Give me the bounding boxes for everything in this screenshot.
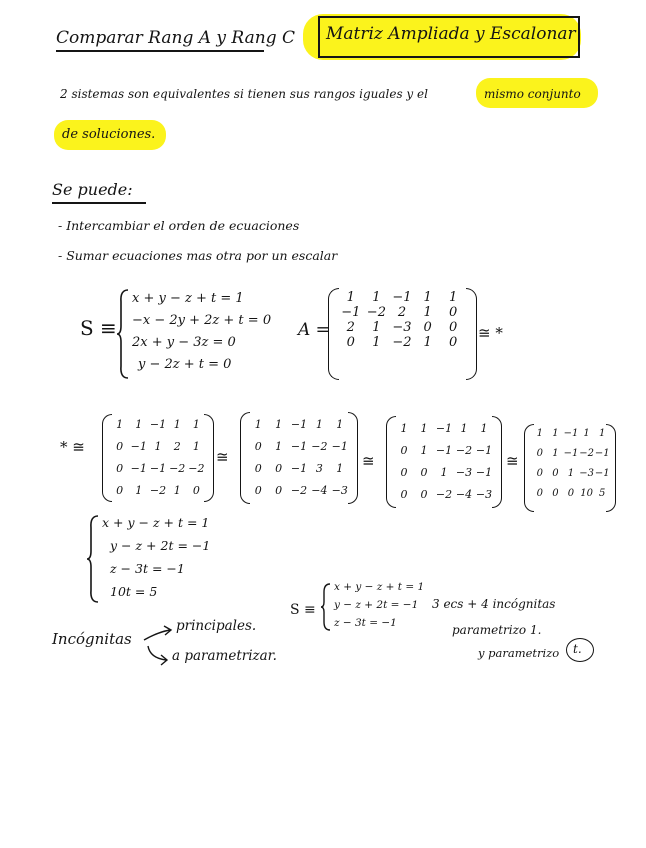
operations-heading-underline [52,202,146,204]
reduction-matrix-3-cell-r1-c3: −1 [435,422,453,435]
matrix-a-cell-r3-c1: 2 [346,320,355,335]
left-title: Comparar Rang A y Rang C [56,28,295,48]
reduction-lead: * ≅ [60,438,85,456]
unknowns-label: Incógnitas [52,630,132,648]
reduction-matrix-2-cell-r3-c5: 1 [336,462,344,475]
reduction-matrix-2-cell-r2-c2: 1 [275,440,283,453]
matrix-a-cell-r1-c3: −1 [392,290,412,305]
matrix-a-paren-right [466,288,477,380]
matrix-a-cell-r1-c2: 1 [372,290,381,305]
matrix-a-cell-r3-c4: 0 [423,320,432,335]
intro-line-2: de soluciones. [62,127,156,142]
reduction-matrix-3-cell-r2-c1: 0 [400,444,408,457]
system-eq-4: y − 2z + t = 0 [138,357,232,372]
reduction-matrix-1-cell-r1-c4: 1 [173,418,181,431]
matrix-a-cell-r4-c5: 0 [449,335,458,350]
reduction-matrix-2-cell-r2-c1: 0 [254,440,262,453]
reduction-matrix-1-cell-r1-c1: 1 [116,418,124,431]
red-matrix-1-paren-right [204,414,214,502]
reduction-matrix-2-cell-r2-c3: −1 [290,440,308,453]
reduction-matrix-4-cell-r1-c1: 1 [536,428,543,439]
reduction-matrix-1-cell-r4-c5: 0 [192,484,200,497]
reduction-matrix-1-cell-r1-c3: −1 [149,418,167,431]
final-eq-2: y − z + 2t = −1 [334,599,419,611]
reduction-matrix-4-cell-r4-c3: 0 [567,488,575,499]
reduction-matrix-2-cell-r1-c2: 1 [275,418,283,431]
unknowns-branch-bottom: a parametrizar. [172,648,277,664]
reduction-matrix-4-cell-r2-c1: 0 [536,448,543,459]
matrix-a-cell-r1-c5: 1 [449,290,458,305]
matrix-a-cell-r3-c5: 0 [449,320,458,335]
reduction-matrix-2-cell-r4-c1: 0 [254,484,262,497]
reduction-matrix-2 [248,418,350,497]
matrix-a-cell-r2-c2: −2 [366,305,386,320]
reduction-matrix-3-cell-r3-c1: 0 [400,466,408,479]
note-circled-text: t. [573,642,582,656]
operation-item-2: - Sumar ecuaciones mas otra por un escalar [58,248,338,263]
matrix-a-cell-r4-c2: 1 [372,335,381,350]
reduction-matrix-2-cell-r3-c2: 0 [275,462,283,475]
reduction-matrix-3-cell-r4-c3: −2 [435,488,453,501]
left-title-underline [56,50,264,52]
reduction-matrix-3-cell-r4-c4: −4 [455,488,473,501]
reduction-matrix-4-cell-r3-c1: 0 [536,468,543,479]
reduction-matrix-1-cell-r3-c3: −1 [149,462,167,475]
reduction-matrix-1-cell-r2-c3: 1 [154,440,162,453]
note-line-1: 3 ecs + 4 incógnitas [432,597,556,611]
reduction-matrix-2-cell-r3-c4: 3 [315,462,323,475]
reduction-matrix-4-cell-r2-c5: −1 [594,448,610,459]
reduction-matrix-2-cell-r3-c1: 0 [254,462,262,475]
matrix-a-cell-r3-c2: 1 [372,320,381,335]
reduction-matrix-1-cell-r4-c2: 1 [135,484,143,497]
matrix-a-cell-r2-c3: 2 [397,305,407,320]
matrix-a-cell-r4-c1: 0 [346,335,355,350]
matrix-a-cell-r4-c4: 1 [423,335,432,350]
reduction-matrix-1-cell-r2-c1: 0 [116,440,124,453]
system-label: S ≡ [80,316,117,340]
reduction-matrix-4-cell-r3-c5: −1 [594,468,610,479]
matrix-a-cell-r2-c1: −1 [341,305,361,320]
reduction-matrix-4-cell-r3-c3: 1 [567,468,575,479]
reduced-eq-1: x + y − z + t = 1 [102,515,210,530]
reduction-matrix-3-cell-r3-c2: 0 [420,466,428,479]
reduction-matrix-2-cell-r2-c4: −2 [311,440,328,453]
system-brace [116,288,130,380]
matrix-a-cell-r1-c4: 1 [423,290,432,305]
reduction-matrix-2-cell-r4-c5: −3 [331,484,348,497]
red-matrix-4-paren-right [606,424,616,512]
note-line-2: parametrizo 1. [452,623,542,637]
reduction-matrix-3-cell-r4-c2: 0 [420,488,428,501]
reduction-matrix-4-cell-r2-c4: −2 [579,448,594,459]
reduction-matrix-4-cell-r3-c2: 0 [552,468,559,479]
reduced-system-brace [86,514,100,604]
matrix-a [338,290,466,350]
reduction-matrix-4-cell-r1-c3: −1 [563,428,579,439]
matrix-a-trailing: ≅ * [478,324,503,342]
reduction-matrix-1-cell-r1-c2: 1 [135,418,143,431]
reduction-matrix-4-cell-r2-c3: −1 [563,448,579,459]
reduction-matrix-4-cell-r2-c2: 1 [552,448,559,459]
reduction-matrix-3-cell-r4-c1: 0 [400,488,408,501]
reduction-matrix-1-cell-r4-c4: 1 [173,484,181,497]
red-matrix-2-paren-right [348,412,358,504]
reduction-matrix-3-cell-r2-c2: 1 [420,444,428,457]
final-eq-1: x + y − z + t = 1 [334,581,425,593]
reduction-matrix-3-cell-r2-c5: −1 [475,444,493,457]
operations-heading: Se puede: [52,180,133,199]
reduction-matrix-1-cell-r2-c2: −1 [130,440,147,453]
reduction-matrix-4-cell-r1-c5: 1 [599,428,606,439]
equiv-1: ≅ [216,448,229,466]
reduction-matrix-2-cell-r4-c2: 0 [275,484,283,497]
unknowns-arrows [142,624,176,668]
intro-line-1: 2 sistemas son equivalentes si tienen sus rangos iguales y el [60,87,428,101]
matrix-a-cell-r4-c3: −2 [392,335,412,350]
system-eq-1: x + y − z + t = 1 [132,291,244,306]
matrix-a-cell-r2-c4: 1 [423,305,432,320]
reduction-matrix-2-cell-r4-c4: −4 [311,484,328,497]
matrix-a-cell-r1-c1: 1 [346,290,355,305]
reduction-matrix-1 [110,418,206,497]
final-system-brace [320,582,332,632]
reduction-matrix-4-cell-r4-c5: 5 [599,488,606,499]
intro-highlight-text-1: mismo conjunto [484,87,581,101]
reduction-matrix-3-cell-r1-c5: 1 [480,422,488,435]
reduction-matrix-3-cell-r1-c4: 1 [460,422,468,435]
reduction-matrix-1-cell-r4-c3: −2 [149,484,167,497]
matrix-a-cell-r2-c5: 0 [449,305,458,320]
reduction-matrix-1-cell-r2-c5: 1 [192,440,200,453]
equiv-3: ≅ [506,452,519,470]
reduction-matrix-1-cell-r2-c4: 2 [173,440,181,453]
reduction-matrix-1-cell-r1-c5: 1 [192,418,200,431]
reduction-matrix-4-cell-r4-c2: 0 [552,488,559,499]
reduction-matrix-1-cell-r4-c1: 0 [116,484,124,497]
reduction-matrix-3-cell-r4-c5: −3 [475,488,493,501]
reduction-matrix-3-cell-r3-c5: −1 [475,466,493,479]
reduced-eq-3: z − 3t = −1 [110,561,185,576]
reduced-eq-2: y − z + 2t = −1 [110,538,211,553]
system-eq-3: 2x + y − 3z = 0 [132,335,236,350]
red-matrix-3-paren-right [492,416,502,508]
note-line-3: y parametrizo [478,646,560,660]
reduction-matrix-2-cell-r1-c4: 1 [315,418,323,431]
reduction-matrix-2-cell-r3-c3: −1 [290,462,308,475]
reduction-matrix-2-cell-r1-c3: −1 [290,418,308,431]
reduction-matrix-3-cell-r1-c2: 1 [420,422,428,435]
reduction-matrix-3-cell-r3-c3: 1 [440,466,448,479]
final-system-label: S ≡ [290,602,316,618]
reduction-matrix-4-cell-r1-c4: 1 [583,428,590,439]
reduction-matrix-4-cell-r3-c4: −3 [579,468,594,479]
equiv-2: ≅ [362,452,375,470]
reduction-matrix-3-cell-r3-c4: −3 [455,466,473,479]
unknowns-branch-top: principales. [176,618,257,634]
reduction-matrix-2-cell-r2-c5: −1 [331,440,348,453]
reduction-matrix-4-cell-r4-c1: 0 [536,488,543,499]
reduction-matrix-4-cell-r1-c2: 1 [552,428,559,439]
reduction-matrix-1-cell-r3-c4: −2 [169,462,186,475]
reduction-matrix-3-cell-r2-c4: −2 [455,444,473,457]
matrix-a-label: A = [298,320,330,340]
operation-item-1: - Intercambiar el orden de ecuaciones [58,218,300,233]
reduction-matrix-4 [532,428,610,499]
reduction-matrix-3 [394,422,494,501]
reduction-matrix-2-cell-r4-c3: −2 [290,484,308,497]
boxed-title: Matriz Ampliada y Escalonar [326,24,576,44]
reduction-matrix-4-cell-r4-c4: 10 [580,488,593,499]
reduction-matrix-1-cell-r3-c2: −1 [130,462,147,475]
reduction-matrix-3-cell-r2-c3: −1 [435,444,453,457]
system-eq-2: −x − 2y + 2z + t = 0 [132,313,272,328]
reduction-matrix-1-cell-r3-c1: 0 [116,462,124,475]
reduction-matrix-1-cell-r3-c5: −2 [188,462,205,475]
matrix-a-cell-r3-c3: −3 [392,320,412,335]
reduction-matrix-2-cell-r1-c5: 1 [336,418,344,431]
reduction-matrix-3-cell-r1-c1: 1 [400,422,408,435]
reduced-eq-4: 10t = 5 [110,584,158,599]
final-eq-3: z − 3t = −1 [334,617,397,629]
reduction-matrix-2-cell-r1-c1: 1 [254,418,262,431]
